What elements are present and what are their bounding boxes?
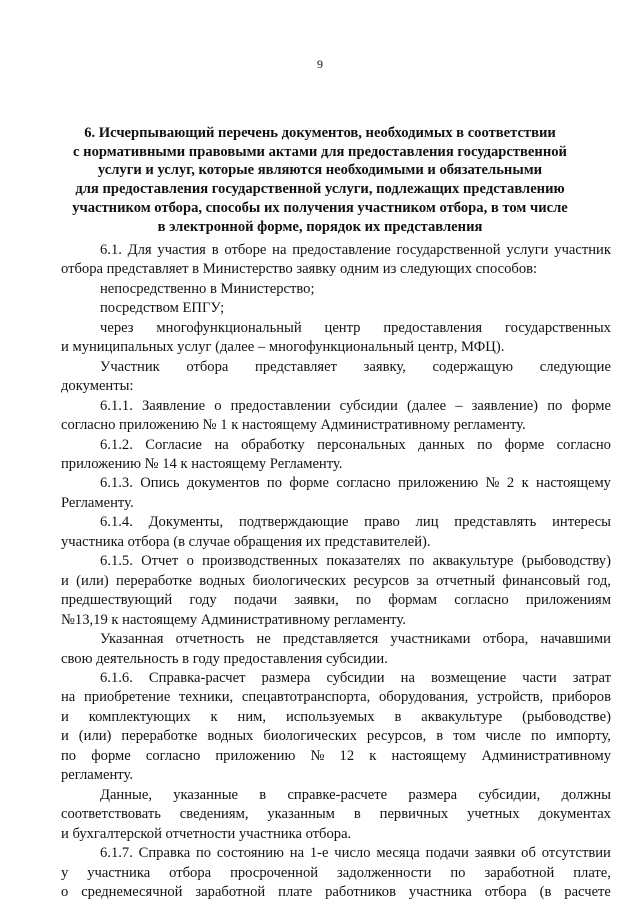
text-line: и муниципальных услуг (далее – многофункциональный центр, МФЦ). <box>61 339 505 356</box>
text-line: Регламенту. <box>61 494 134 511</box>
text-line: и комплектующих к ним, используемых в аквакультуре (рыбоводстве) <box>61 708 611 725</box>
text-line: №13,19 к настоящему Административному регламенту. <box>61 611 406 628</box>
page-number: 9 <box>317 57 323 71</box>
text-line: Участник отбора представляет заявку, содержащую следующие <box>100 358 611 375</box>
text-line: 6.1.2. Согласие на обработку персональных данных по форме согласно <box>100 436 611 453</box>
section-heading <box>60 124 580 236</box>
text-line: и (или) переработке водных биологических ресурсов за отчетный финансовый год, <box>61 572 611 589</box>
text-line: 6.1.3. Опись документов по форме согласно приложению № 2 к настоящему <box>100 475 611 492</box>
text-line: согласно приложению № 1 к настоящему Административному регламенту. <box>61 417 526 434</box>
text-line: 6.1. Для участия в отборе на предоставление государственной услуги участник <box>100 242 611 258</box>
text-line: предшествующий году подачи заявки, по формам согласно приложениям <box>61 592 611 609</box>
heading-line: 6. Исчерпывающий перечень документов, необходимых в соответствии <box>84 125 556 141</box>
body-text <box>61 241 611 902</box>
text-line: свою деятельность в году предоставления субсидии. <box>61 650 388 667</box>
heading-line: в электронной форме, порядок их представления <box>157 218 483 235</box>
text-line: непосредственно в Министерство; <box>100 280 315 297</box>
text-line: Указанная отчетность не представляется участниками отбора, начавшими <box>100 631 611 648</box>
text-line: документы: <box>61 378 134 395</box>
text-line: и (или) переработке водных биологических ресурсов, в том числе по импорту, <box>61 728 611 745</box>
text-line: отбора представляет в Министерство заявку одним из следующих способов: <box>61 261 538 278</box>
text-line: на приобретение техники, спецавтотранспорта, оборудования, устройств, приборов <box>61 689 611 706</box>
heading-line: услуги и услуг, которые являются необходимыми и обязательными <box>97 162 543 179</box>
text-line: о среднемесячной заработной плате работников участника отбора (в расчете <box>61 883 611 900</box>
text-line: приложению № 14 к настоящему Регламенту. <box>61 455 343 472</box>
text-line: 6.1.5. Отчет о производственных показателях по аквакультуре (рыбоводству) <box>100 553 611 570</box>
heading-line: для предоставления государственной услуги, подлежащих представлению <box>75 181 565 198</box>
text-line: у участника отбора просроченной задолженности по заработной плате, <box>61 864 611 881</box>
text-line: 6.1.4. Документы, подтверждающие право лиц представлять интересы <box>100 514 611 531</box>
text-line: Данные, указанные в справке-расчете размера субсидии, должны <box>100 786 611 803</box>
text-line: через многофункциональный центр предоставления государственных <box>100 319 611 336</box>
text-line: соответствовать сведениям, указанным в первичных учетных документах <box>61 806 611 823</box>
text-line: 6.1.1. Заявление о предоставлении субсидии (далее – заявление) по форме <box>100 397 611 414</box>
text-line: 6.1.7. Справка по состоянию на 1-е число месяца подачи заявки об отсутствии <box>100 845 611 862</box>
text-line: 6.1.6. Справка-расчет размера субсидии на возмещение части затрат <box>100 669 611 686</box>
heading-line: с нормативными правовыми актами для предоставления государственной <box>73 143 567 160</box>
text-line: регламенту. <box>61 767 133 784</box>
text-line: и бухгалтерской отчетности участника отбора. <box>61 825 352 842</box>
text-line: участника отбора (в случае обращения их представителей). <box>61 533 431 550</box>
text-line: посредством ЕПГУ; <box>100 300 225 317</box>
text-line: по форме согласно приложению № 12 к настоящему Административному <box>61 747 611 764</box>
heading-line: участником отбора, способы их получения участником отбора, в том числе <box>72 199 568 216</box>
